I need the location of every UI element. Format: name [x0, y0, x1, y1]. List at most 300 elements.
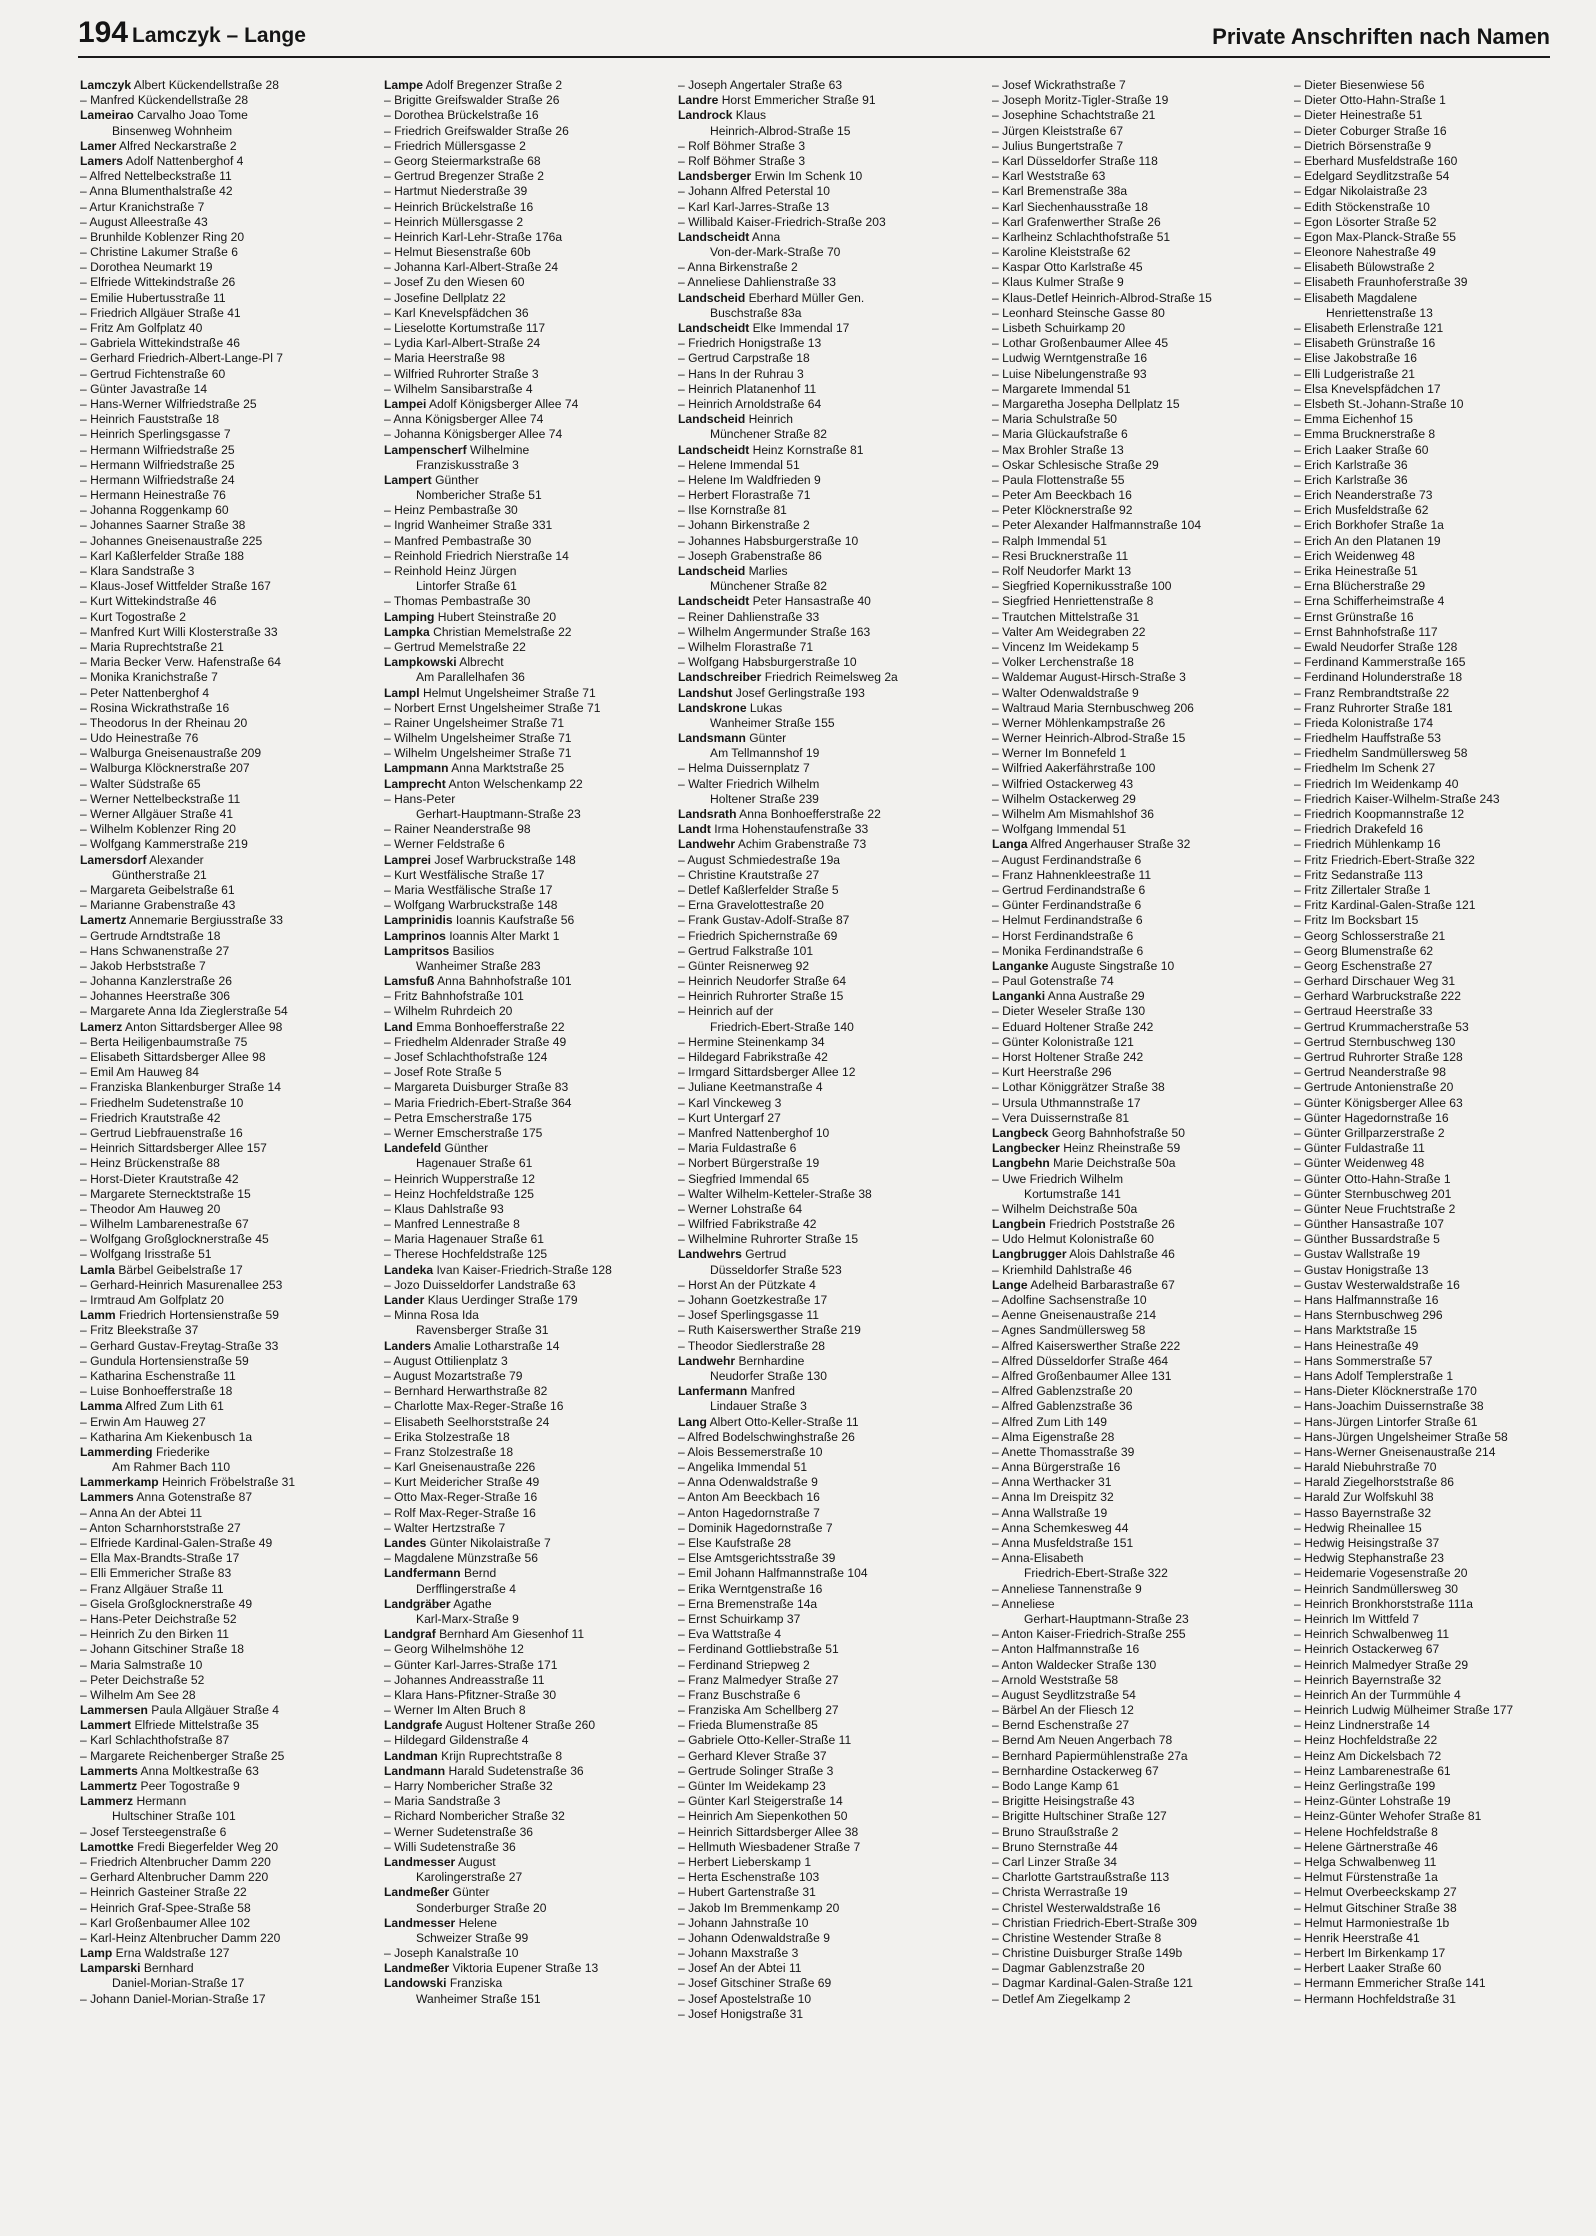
entry-line: – Friedrich Mühlenkamp 16: [1294, 837, 1552, 852]
entry-line: – Siegfried Henriettenstraße 8: [992, 594, 1292, 609]
entry-line: – Gertrud Ruhrorter Straße 128: [1294, 1050, 1552, 1065]
entry-line: – Waldemar August-Hirsch-Straße 3: [992, 670, 1292, 685]
entry-line: – Edith Stöckenstraße 10: [1294, 200, 1552, 215]
entry-continuation: Heinrich-Albrod-Straße 15: [710, 123, 851, 138]
entry-line: – Wolfgang Habsburgerstraße 10: [678, 655, 978, 670]
entry-line: – Alma Eigenstraße 28: [992, 1430, 1292, 1445]
entry-line: – Josef Gitschiner Straße 69: [678, 1976, 978, 1991]
entry-surname-line: Lamparski Bernhard: [80, 1961, 194, 1976]
entry-line: – Anna Birkenstraße 2: [678, 260, 978, 275]
entry-line: – Helmut Biesenstraße 60b: [384, 245, 666, 260]
entry-surname-line: Lang Albert Otto-Keller-Straße 11: [678, 1414, 859, 1429]
surname: Landgrafe: [384, 1718, 443, 1733]
surname: Lampka: [384, 624, 430, 639]
entry-line: – Erna Gravelottestraße 20: [678, 898, 978, 913]
entry-line: – Emma Brucknerstraße 8: [1294, 427, 1552, 442]
entry-line: – Margareta Duisburger Straße 83: [384, 1080, 666, 1095]
entry-line: – Bernhard Herwarthstraße 82: [384, 1384, 666, 1399]
entry-line: – Rolf Max-Reger-Straße 16: [384, 1506, 666, 1521]
entry-line: – Karl Siechenhausstraße 18: [992, 200, 1292, 215]
entry-line: – August Alleestraße 43: [80, 215, 352, 230]
entry-line: – Magdalene Münzstraße 56: [384, 1551, 666, 1566]
entry-line: – Heinrich Karl-Lehr-Straße 176a: [384, 230, 666, 245]
entry-line: – August Seydlitzstraße 54: [992, 1688, 1292, 1703]
entry-line: – Manfred Pembastraße 30: [384, 534, 666, 549]
entry-line: – Friedrich Allgäuer Straße 41: [80, 306, 352, 321]
entry-line: – Heidemarie Vogesenstraße 20: [1294, 1566, 1552, 1581]
entry-line: – Elfriede Kardinal-Galen-Straße 49: [80, 1536, 352, 1551]
entry-line: – Heinrich An der Turmmühle 4: [1294, 1688, 1552, 1703]
entry-line: – Reinhold Friedrich Nierstraße 14: [384, 549, 666, 564]
entry-line: – Anna Bürgerstraße 16: [992, 1460, 1292, 1475]
entry-line: – Heinz Brückenstraße 88: [80, 1156, 352, 1171]
entry-line: – Alfred Gablenzstraße 20: [992, 1384, 1292, 1399]
surname: Langbecker: [992, 1141, 1060, 1156]
entry-line: – Maria Glückaufstraße 6: [992, 427, 1292, 442]
entry-line: – Else Kaufstraße 28: [678, 1536, 978, 1551]
entry-continuation: Franziskusstraße 3: [416, 457, 519, 472]
entry-continuation: Güntherstraße 21: [112, 867, 207, 882]
surname: Lamma: [80, 1399, 123, 1414]
entry-line: – Bernhardine Ostackerweg 67: [992, 1764, 1292, 1779]
entry-line: – Erich Karlstraße 36: [1294, 473, 1552, 488]
surname: Landscheid: [678, 412, 746, 427]
entry-line: – Anton Scharnhorststraße 27: [80, 1521, 352, 1536]
entry-line: – Christa Werrastraße 19: [992, 1885, 1292, 1900]
entry-line: – Günther Hansastraße 107: [1294, 1217, 1552, 1232]
entry-line: – Johanna Karl-Albert-Straße 24: [384, 260, 666, 275]
entry-line: – Peter Nattenberghof 4: [80, 686, 352, 701]
entry-surname-line: Landmesser Helene: [384, 1915, 497, 1930]
entry-line: – Margaretha Josepha Dellplatz 15: [992, 397, 1292, 412]
entry-line: – Erich Weidenweg 48: [1294, 549, 1552, 564]
entry-line: – Wolfgang Warbruckstraße 148: [384, 898, 666, 913]
entry-line: – Kurt Meidericher Straße 49: [384, 1475, 666, 1490]
entry-line: – Josefine Dellplatz 22: [384, 291, 666, 306]
entry-line: – Christine Westender Straße 8: [992, 1931, 1292, 1946]
entry-surname-line: Lamprecht Anton Welschenkamp 22: [384, 776, 583, 791]
entry-line: – Alfred Bodelschwinghstraße 26: [678, 1430, 978, 1445]
entry-line: – Johann Odenwaldstraße 9: [678, 1931, 978, 1946]
surname: Landwehr: [678, 1353, 736, 1368]
entry-line: – Franz Rembrandtstraße 22: [1294, 686, 1552, 701]
surname: Landes: [384, 1536, 427, 1550]
entry-line: – Margareta Geibelstraße 61: [80, 883, 352, 898]
entry-line: – Maria Schulstraße 50: [992, 412, 1292, 427]
listing-columns: [80, 78, 1552, 2228]
entry-line: – Erich Borkhofer Straße 1a: [1294, 518, 1552, 533]
entry-line: – Horst An der Pützkate 4: [678, 1278, 978, 1293]
entry-surname-line: Lander Klaus Uerdinger Straße 179: [384, 1293, 578, 1307]
entry-line: – Anna-Elisabeth: [992, 1551, 1292, 1566]
surname: Lamprinos: [384, 928, 446, 943]
entry-line: – Hermann Wilfriedstraße 25: [80, 443, 352, 458]
entry-line: – Paul Gotenstraße 74: [992, 974, 1292, 989]
entry-line: – Heinrich Sittardsberger Allee 38: [678, 1825, 978, 1840]
entry-line: – Brigitte Hultschiner Straße 127: [992, 1809, 1292, 1824]
entry-line: – Dietrich Börsenstraße 9: [1294, 139, 1552, 154]
entry-line: – Walburga Klöcknerstraße 207: [80, 761, 352, 776]
surname: Lampenscherf: [384, 442, 467, 457]
entry-line: – Rainer Ungelsheimer Straße 71: [384, 716, 666, 731]
entry-line: – Heinrich auf der: [678, 1004, 978, 1019]
entry-continuation: Nombericher Straße 51: [416, 488, 542, 503]
entry-surname-line: Landeka Ivan Kaiser-Friedrich-Straße 128: [384, 1262, 612, 1277]
column-1: [80, 78, 352, 2228]
entry-line: – Monika Ferdinandstraße 6: [992, 944, 1292, 959]
running-head: Lamczyk – Lange: [132, 24, 306, 47]
entry-surname-line: Landmann Harald Sudetenstraße 36: [384, 1763, 584, 1778]
surname: Lammerts: [80, 1763, 138, 1778]
entry-line: – Gertrud Carpstraße 18: [678, 351, 978, 366]
surname: Langbrugger: [992, 1247, 1067, 1262]
entry-line: – Anna Schemkesweg 44: [992, 1521, 1292, 1536]
entry-continuation: Lindauer Straße 3: [710, 1399, 807, 1414]
surname: Landscheid: [678, 290, 746, 305]
entry-line: – Johann Gitschiner Straße 18: [80, 1642, 352, 1657]
surname: Landfermann: [384, 1566, 461, 1581]
entry-line: – Maria Hagenauer Straße 61: [384, 1232, 666, 1247]
entry-line: – Fritz Kardinal-Galen-Straße 121: [1294, 898, 1552, 913]
entry-line: – Uwe Friedrich Wilhelm: [992, 1172, 1292, 1187]
entry-line: – Hermine Steinenkamp 34: [678, 1035, 978, 1050]
entry-line: – Theodor Siedlerstraße 28: [678, 1339, 978, 1354]
entry-surname-line: Langanke Auguste Singstraße 10: [992, 958, 1175, 973]
entry-line: – Heinz Lambarenestraße 61: [1294, 1764, 1552, 1779]
entry-line: – Günter Im Weidekamp 23: [678, 1779, 978, 1794]
entry-line: – Günter Hagedornstraße 16: [1294, 1111, 1552, 1126]
entry-line: – Georg Blumenstraße 62: [1294, 944, 1552, 959]
entry-continuation: Wanheimer Straße 151: [416, 1991, 541, 2006]
surname: Langbein: [992, 1217, 1046, 1232]
entry-line: – Johann Goetzkestraße 17: [678, 1293, 978, 1308]
surname: Lamp: [80, 1946, 113, 1961]
entry-line: – Johann Birkenstraße 2: [678, 518, 978, 533]
entry-line: – Friedhelm Hauffstraße 53: [1294, 731, 1552, 746]
entry-line: – Klaus-Josef Wittfelder Straße 167: [80, 579, 352, 594]
entry-surname-line: Lamla Bärbel Geibelstraße 17: [80, 1262, 243, 1277]
entry-line: – Harry Nombericher Straße 32: [384, 1779, 666, 1794]
entry-line: – Rosina Wickrathstraße 16: [80, 701, 352, 716]
entry-line: – Detlef Am Ziegelkamp 2: [992, 1992, 1292, 2007]
entry-line: – Dorothea Neumarkt 19: [80, 260, 352, 275]
entry-line: – Ferdinand Gottliebstraße 51: [678, 1642, 978, 1657]
entry-continuation: Am Tellmannshof 19: [710, 746, 820, 761]
entry-line: – Hermann Heinestraße 76: [80, 488, 352, 503]
entry-line: – Fritz Im Bocksbart 15: [1294, 913, 1552, 928]
entry-surname-line: Landwehr Achim Grabenstraße 73: [678, 837, 867, 852]
entry-line: – Wilhelm Koblenzer Ring 20: [80, 822, 352, 837]
entry-line: – Franz Malmedyer Straße 27: [678, 1673, 978, 1688]
entry-line: – Gustav Wallstraße 19: [1294, 1247, 1552, 1262]
entry-line: – Peter Klöcknerstraße 92: [992, 503, 1292, 518]
entry-line: – Elise Jakobstraße 16: [1294, 351, 1552, 366]
entry-line: – Margarete Sternecktstraße 15: [80, 1187, 352, 1202]
entry-line: – Günter Neue Fruchtstraße 2: [1294, 1202, 1552, 1217]
entry-line: – Edgar Nikolaistraße 23: [1294, 184, 1552, 199]
entry-line: – Klaus Dahlstraße 93: [384, 1202, 666, 1217]
entry-line: – Elisabeth Erlenstraße 121: [1294, 321, 1552, 336]
entry-line: – Emil Am Hauweg 84: [80, 1065, 352, 1080]
entry-line: – Anna Wallstraße 19: [992, 1506, 1292, 1521]
entry-line: – Helmut Harmoniestraße 1b: [1294, 1916, 1552, 1931]
entry-surname-line: Lampmann Anna Marktstraße 25: [384, 761, 565, 776]
entry-line: – Erna Bremenstraße 14a: [678, 1597, 978, 1612]
entry-line: – Hans Sternbuschweg 296: [1294, 1308, 1552, 1323]
entry-line: – Friedrich Koopmannstraße 12: [1294, 807, 1552, 822]
entry-line: – Günter Karl Steigerstraße 14: [678, 1794, 978, 1809]
entry-line: – August Mozartstraße 79: [384, 1369, 666, 1384]
entry-line: – Erna Schifferheimstraße 4: [1294, 594, 1552, 609]
surname: Lamottke: [80, 1839, 134, 1854]
entry-line: – Johann Alfred Peterstal 10: [678, 184, 978, 199]
entry-line: – Kurt Untergarf 27: [678, 1111, 978, 1126]
entry-line: – Heinz Lindnerstraße 14: [1294, 1718, 1552, 1733]
entry-line: – Gerhard Gustav-Freytag-Straße 33: [80, 1339, 352, 1354]
entry-line: – Gisela Großglocknerstraße 49: [80, 1597, 352, 1612]
entry-surname-line: Land Emma Bonhoefferstraße 22: [384, 1019, 565, 1034]
surname: Landwehrs: [678, 1247, 742, 1262]
entry-line: – Wilhelm Florastraße 71: [678, 640, 978, 655]
entry-line: – Kurt Wittekindstraße 46: [80, 594, 352, 609]
entry-line: – Berta Heiligenbaumstraße 75: [80, 1035, 352, 1050]
page-number: 194: [78, 16, 129, 49]
surname: Landwehr: [678, 837, 736, 852]
entry-continuation: Friedrich-Ebert-Straße 140: [710, 1019, 854, 1034]
entry-line: – Erika Stolzestraße 18: [384, 1430, 666, 1445]
entry-line: – Johanna Roggenkamp 60: [80, 503, 352, 518]
entry-line: – Wilhelm Sansibarstraße 4: [384, 382, 666, 397]
entry-line: – Christine Duisburger Straße 149b: [992, 1946, 1292, 1961]
entry-line: – Joseph Angertaler Straße 63: [678, 78, 978, 93]
entry-line: – Josef Sperlingsgasse 11: [678, 1308, 978, 1323]
entry-line: – Günter Reisnerweg 92: [678, 959, 978, 974]
entry-line: – Karl Bremenstraße 38a: [992, 184, 1292, 199]
entry-line: – Maria Becker Verw. Hafenstraße 64: [80, 655, 352, 670]
surname: Landmesser: [384, 1915, 456, 1930]
entry-line: – Günter Königsberger Allee 63: [1294, 1096, 1552, 1111]
entry-line: – Ferdinand Striepweg 2: [678, 1658, 978, 1673]
entry-line: – Johann Jahnstraße 10: [678, 1916, 978, 1931]
entry-line: – Günther Bussardstraße 5: [1294, 1232, 1552, 1247]
entry-line: – August Ferdinandstraße 6: [992, 853, 1292, 868]
entry-line: – Josef Apostelstraße 10: [678, 1992, 978, 2007]
entry-surname-line: Landschreiber Friedrich Reimelsweg 2a: [678, 670, 898, 685]
surname: Langbehn: [992, 1156, 1050, 1171]
entry-surname-line: Landgrafe August Holtener Straße 260: [384, 1718, 596, 1733]
entry-line: – Therese Hochfeldstraße 125: [384, 1247, 666, 1262]
entry-surname-line: Lamsfuß Anna Bahnhofstraße 101: [384, 974, 572, 989]
entry-line: – Katharina Eschenstraße 11: [80, 1369, 352, 1384]
column-2: [384, 78, 666, 2228]
entry-line: – Elfriede Wittekindstraße 26: [80, 275, 352, 290]
entry-line: – Alfred Gablenzstraße 36: [992, 1399, 1292, 1414]
entry-line: – Christine Lakumer Straße 6: [80, 245, 352, 260]
entry-line: – Adolfine Sachsenstraße 10: [992, 1293, 1292, 1308]
entry-line: – Egon Max-Planck-Straße 55: [1294, 230, 1552, 245]
entry-line: – Karl Großenbaumer Allee 102: [80, 1916, 352, 1931]
entry-line: – Anna Blumenthalstraße 42: [80, 184, 352, 199]
surname: Landmeßer: [384, 1885, 450, 1900]
surname: Langanke: [992, 958, 1049, 973]
entry-line: – Franziska Blankenburger Straße 14: [80, 1080, 352, 1095]
entry-line: – Kurt Togostraße 2: [80, 610, 352, 625]
entry-line: – Lisbeth Schuirkamp 20: [992, 321, 1292, 336]
entry-line: – Gertraud Heerstraße 33: [1294, 1004, 1552, 1019]
entry-line: – Maria Sandstraße 3: [384, 1794, 666, 1809]
entry-continuation: Sonderburger Straße 20: [416, 1900, 547, 1915]
entry-line: – Hellmuth Wiesbadener Straße 7: [678, 1840, 978, 1855]
entry-line: – Anneliese Dahlienstraße 33: [678, 275, 978, 290]
entry-line: – Heinz Am Dickelsbach 72: [1294, 1749, 1552, 1764]
entry-line: – Wilhelm Deichstraße 50a: [992, 1202, 1292, 1217]
entry-line: – Herbert Im Birkenkamp 17: [1294, 1946, 1552, 1961]
entry-line: – August Ottilienplatz 3: [384, 1354, 666, 1369]
entry-line: – Norbert Bürgerstraße 19: [678, 1156, 978, 1171]
entry-surname-line: Landers Amalie Lotharstraße 14: [384, 1338, 560, 1353]
entry-line: – Artur Kranichstraße 7: [80, 200, 352, 215]
entry-line: – Josef Honigstraße 31: [678, 2007, 978, 2022]
entry-line: – Theodorus In der Rheinau 20: [80, 716, 352, 731]
surname: Langbeck: [992, 1125, 1049, 1140]
entry-line: – Reinhold Heinz Jürgen: [384, 564, 666, 579]
surname: Landman: [384, 1748, 438, 1763]
surname: Lamprinidis: [384, 913, 453, 928]
entry-line: – Trautchen Mittelstraße 31: [992, 610, 1292, 625]
surname: Lamsfuß: [384, 974, 435, 989]
entry-line: – Edelgard Seydlitzstraße 54: [1294, 169, 1552, 184]
entry-line: – Anna An der Abtei 11: [80, 1506, 352, 1521]
entry-line: – Franz Buschstraße 6: [678, 1688, 978, 1703]
entry-line: – Volker Lerchenstraße 18: [992, 655, 1292, 670]
entry-line: – Alfred Kaiserswerther Straße 222: [992, 1339, 1292, 1354]
entry-line: – Herbert Florastraße 71: [678, 488, 978, 503]
entry-line: – Ella Max-Brandts-Straße 17: [80, 1551, 352, 1566]
entry-line: – Elli Ludgeristraße 21: [1294, 367, 1552, 382]
entry-surname-line: Landfermann Bernd: [384, 1566, 497, 1581]
entry-surname-line: Lamm Friedrich Hortensienstraße 59: [80, 1308, 279, 1323]
entry-line: – Hans-Dieter Klöcknerstraße 170: [1294, 1384, 1552, 1399]
surname: Landowski: [384, 1976, 447, 1991]
entry-line: – Karoline Kleiststraße 62: [992, 245, 1292, 260]
entry-line: – Maria Fuldastraße 6: [678, 1141, 978, 1156]
entry-line: – Fritz Zillertaler Straße 1: [1294, 883, 1552, 898]
entry-continuation: Hagenauer Straße 61: [416, 1156, 533, 1171]
entry-line: – Wilhelm Ungelsheimer Straße 71: [384, 746, 666, 761]
entry-line: – Marianne Grabenstraße 43: [80, 898, 352, 913]
entry-line: – Alfred Nettelbeckstraße 11: [80, 169, 352, 184]
entry-line: – Erich Laaker Straße 60: [1294, 443, 1552, 458]
entry-surname-line: Landmeßer Viktoria Eupener Straße 13: [384, 1961, 599, 1976]
entry-line: – Gertrude Antonienstraße 20: [1294, 1080, 1552, 1095]
entry-line: – Anette Thomasstraße 39: [992, 1445, 1292, 1460]
entry-line: – Hildegard Gildenstraße 4: [384, 1733, 666, 1748]
entry-line: – Manfred Kückendellstraße 28: [80, 93, 352, 108]
entry-surname-line: Lampe Adolf Bregenzer Straße 2: [384, 78, 563, 92]
entry-line: – Anna Königsberger Allee 74: [384, 412, 666, 427]
entry-line: – Ernst Schuirkamp 37: [678, 1612, 978, 1627]
entry-line: – Erich An den Platanen 19: [1294, 534, 1552, 549]
entry-surname-line: Landes Günter Nikolaistraße 7: [384, 1536, 551, 1550]
entry-line: – Eberhard Musfeldstraße 160: [1294, 154, 1552, 169]
entry-line: – Helga Schwalbenweg 11: [1294, 1855, 1552, 1870]
entry-surname-line: Lammert Elfriede Mittelstraße 35: [80, 1718, 259, 1733]
entry-line: – Maria Westfälische Straße 17: [384, 883, 666, 898]
entry-line: – Erika Werntgenstraße 16: [678, 1582, 978, 1597]
entry-line: – Jakob Im Bremmenkamp 20: [678, 1901, 978, 1916]
entry-line: – Joseph Kanalstraße 10: [384, 1946, 666, 1961]
entry-line: – Hans-Peter: [384, 792, 666, 807]
entry-line: – Joseph Grabenstraße 86: [678, 549, 978, 564]
entry-line: – Christine Krautstraße 27: [678, 868, 978, 883]
entry-line: – Rolf Neudorfer Markt 13: [992, 564, 1292, 579]
entry-line: – Wolfgang Kammerstraße 219: [80, 837, 352, 852]
entry-line: – Minna Rosa Ida: [384, 1308, 666, 1323]
entry-line: – Ferdinand Holunderstraße 18: [1294, 670, 1552, 685]
entry-line: – Heinz Hochfeldstraße 22: [1294, 1733, 1552, 1748]
entry-line: – Helene Im Waldfrieden 9: [678, 473, 978, 488]
entry-line: – Anton Am Beeckbach 16: [678, 1490, 978, 1505]
surname: Landscheidt: [678, 442, 750, 457]
entry-surname-line: Landre Horst Emmericher Straße 91: [678, 93, 876, 108]
entry-continuation: Schweizer Straße 99: [416, 1930, 529, 1945]
entry-line: – Bodo Lange Kamp 61: [992, 1779, 1292, 1794]
entry-line: – Werner Heinrich-Albrod-Straße 15: [992, 731, 1292, 746]
entry-line: – Lothar Großenbaumer Allee 45: [992, 336, 1292, 351]
entry-line: – Karlheinz Schlachthofstraße 51: [992, 230, 1292, 245]
entry-line: – Fritz Bahnhofstraße 101: [384, 989, 666, 1004]
entry-line: – Leonhard Steinsche Gasse 80: [992, 306, 1292, 321]
entry-line: – Gerhard Warbruckstraße 222: [1294, 989, 1552, 1004]
entry-line: – Günter Javastraße 14: [80, 382, 352, 397]
entry-line: – Wilfried Ruhrorter Straße 3: [384, 367, 666, 382]
entry-line: – Wilfried Fabrikstraße 42: [678, 1217, 978, 1232]
column-4: [992, 78, 1292, 2228]
entry-line: – Frieda Kolonistraße 174: [1294, 716, 1552, 731]
entry-line: – Wilfried Aakerfährstraße 100: [992, 761, 1292, 776]
entry-surname-line: Langbrugger Alois Dahlstraße 46: [992, 1247, 1175, 1262]
entry-line: – Oskar Schlesische Straße 29: [992, 458, 1292, 473]
entry-line: – Heinrich Graf-Spee-Straße 58: [80, 1901, 352, 1916]
entry-continuation: Henriettenstraße 13: [1326, 305, 1433, 320]
entry-surname-line: Langanki Anna Austraße 29: [992, 989, 1145, 1004]
surname: Landefeld: [384, 1141, 442, 1156]
entry-line: – Hubert Gartenstraße 31: [678, 1885, 978, 1900]
entry-line: – Monika Kranichstraße 7: [80, 670, 352, 685]
entry-line: – Hans-Werner Wilfriedstraße 25: [80, 397, 352, 412]
entry-line: – Anton Waldecker Straße 130: [992, 1658, 1292, 1673]
surname: Landshut: [678, 685, 733, 700]
entry-line: – Peter Am Beeckbach 16: [992, 488, 1292, 503]
entry-line: – Josef Tersteegenstraße 6: [80, 1825, 352, 1840]
entry-line: – Wolfgang Immendal 51: [992, 822, 1292, 837]
entry-line: – Walter Friedrich Wilhelm: [678, 777, 978, 792]
entry-line: – Hans In der Ruhrau 3: [678, 367, 978, 382]
entry-line: – Heinrich Malmedyer Straße 29: [1294, 1658, 1552, 1673]
entry-line: – Klaus-Detlef Heinrich-Albrod-Straße 15: [992, 291, 1292, 306]
entry-continuation: Karolingerstraße 27: [416, 1870, 523, 1885]
entry-line: – Anneliese: [992, 1597, 1292, 1612]
entry-line: – Paula Flottenstraße 55: [992, 473, 1292, 488]
surname: Lamm: [80, 1308, 116, 1323]
entry-line: – Josef Rote Straße 5: [384, 1065, 666, 1080]
entry-line: – Kaspar Otto Karlstraße 45: [992, 260, 1292, 275]
entry-line: – Bernd Eschenstraße 27: [992, 1718, 1292, 1733]
entry-line: – Gertrud Liebfrauenstraße 16: [80, 1126, 352, 1141]
entry-line: – Heinz Pembastraße 30: [384, 503, 666, 518]
entry-line: – Fritz Friedrich-Ebert-Straße 322: [1294, 853, 1552, 868]
entry-line: – Johannes Saarner Straße 38: [80, 518, 352, 533]
